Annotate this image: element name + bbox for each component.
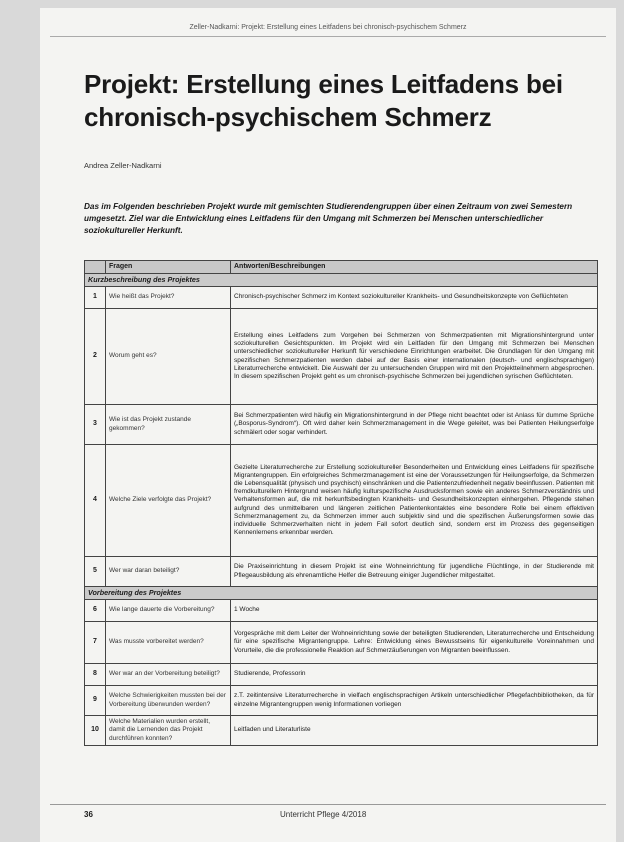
- row-answer: Chronisch-psychischer Schmerz im Kontext soziokultureller Krankheits- und Gesundheitskonzepte von Geflüchteten: [231, 287, 598, 309]
- row-answer: Bei Schmerzpatienten wird häufig ein Migrationshintergrund in der Pflege nicht beachtet oder ist Anlass für dumme Sprüche („Bosporus-Syndrom“). Oft wird daher kein Schmerzmanagement in die Wege geleitet, was bei Patienten Heilungserfolge schmälert oder sogar verhindert.: [231, 405, 598, 445]
- row-question: Wie heißt das Projekt?: [106, 287, 231, 309]
- page-number: 36: [84, 810, 93, 819]
- row-number: 5: [85, 557, 106, 587]
- row-number: 6: [85, 600, 106, 622]
- row-question: Welche Ziele verfolgte das Projekt?: [106, 445, 231, 557]
- row-number: 9: [85, 686, 106, 716]
- table-row: [85, 716, 598, 746]
- row-number: 7: [85, 622, 106, 664]
- section-title: Vorbereitung des Projektes: [85, 587, 598, 600]
- row-question: Welche Materialien wurden erstellt, damit die Lernenden das Projekt durchführen konnten?: [106, 716, 231, 746]
- table-row: [85, 664, 598, 686]
- row-question: Wie ist das Projekt zustande gekommen?: [106, 405, 231, 445]
- table-header-row: [85, 261, 598, 274]
- row-question: Wie lange dauerte die Vorbereitung?: [106, 600, 231, 622]
- journal-name: Unterricht Pflege 4/2018: [280, 810, 367, 819]
- row-question: Wer war an der Vorbereitung beteiligt?: [106, 664, 231, 686]
- header-questions: Fragen: [106, 261, 231, 274]
- section-row: [85, 274, 598, 287]
- running-header: Zeller-Nadkarni: Projekt: Erstellung eines Leitfadens bei chronisch-psychischem Schmerz: [50, 20, 606, 37]
- section-row: [85, 587, 598, 600]
- row-question: Welche Schwierigkeiten mussten bei der Vorbereitung überwunden werden?: [106, 686, 231, 716]
- row-answer: z.T. zeitintensive Literaturrecherche in vielfach englischsprachigen Artikeln unterschiedlicher Pflegefachbibliotheken, da für einzelne Migrantengruppen wenig Informationen vorliegen: [231, 686, 598, 716]
- header-number-cell: [85, 261, 106, 274]
- row-question: Worum geht es?: [106, 309, 231, 405]
- row-answer: Vorgespräche mit dem Leiter der Wohneinrichtung sowie der beteiligten Studierenden, Literaturrecherche und Entscheidung für eine spezifische Migrantengruppe. Lehre: Entwicklung eines Bewusstseins für eigenkulturelle Voreinnahmen und Vorurteile, die die professionelle Reaktion auf Schmerzäußerungen von Migranten beeinflussen.: [231, 622, 598, 664]
- header-answers: Antworten/Beschreibungen: [231, 261, 598, 274]
- row-answer: Die Praxiseinrichtung in diesem Projekt ist eine Wohneinrichtung für jugendliche Flüchtlinge, in der Studierende mit Pflegeausbildung als ehrenamtliche Helfer die Betreuung einiger Jugendlicher mitgestaltet.: [231, 557, 598, 587]
- row-answer: Gezielte Literaturrecherche zur Erstellung soziokultureller Besonderheiten und Entwicklung eines Leitfadens für spezifische Migrantengruppen. Ein erfolgreiches Schmerzmanagement ist eine der Voraussetzungen für Heilungserfolge, da Schmerzen die Lebensqualität (physisch und psychisch) einschränken und die Patientenzufriedenheit negativ beeinflussen. Patienten mit fremdkulturellem Hintergrund weisen häufig kulturspezifische Ausdrucksformen sowie ein anderes Schmerzverständnis und Verhaltensformen auf, die mit herkunftsbedingten Krankheits- und Gesundheitskonzepten einhergehen. Pflegende stehen aufgrund des unmittelbaren und längeren zeitlichen Patientenkontaktes eine besondere Rolle bei einem effektiven Schmerzmanagement zu, da Schmerzen immer auch subjektiv sind und die spezifischen Äußerungsformen sowie das individuelle Schmerzverhalten nicht in jedem Fall sofort deutlich sind, sondern erst im Prozess des gegenseitigen Kennenlernens erkennbar werden.: [231, 445, 598, 557]
- project-table: [84, 260, 598, 746]
- table-row: [85, 405, 598, 445]
- row-number: 8: [85, 664, 106, 686]
- article-title: Projekt: Erstellung eines Leitfadens bei chronisch-psychischem Schmerz: [84, 69, 563, 132]
- row-answer: 1 Woche: [231, 600, 598, 622]
- row-number: 1: [85, 287, 106, 309]
- lead-paragraph: Das im Folgenden beschrieben Projekt wurde mit gemischten Studierendengruppen über einen Zeitraum von zwei Semestern umgesetzt. Ziel war die Entwicklung eines Leitfadens für den Umgang mit Schmerzen bei Menschen unterschiedlicher soziokultureller Herkunft.: [84, 202, 573, 235]
- row-question: Was musste vorbereitet werden?: [106, 622, 231, 664]
- row-number: 4: [85, 445, 106, 557]
- table-row: [85, 600, 598, 622]
- section-title: Kurzbeschreibung des Projektes: [85, 274, 598, 287]
- row-question: Wer war daran beteiligt?: [106, 557, 231, 587]
- row-answer: Erstellung eines Leitfadens zum Vorgehen bei Schmerzen von Schmerzpatienten mit Migrationshintergrund unter soziokulturellen Gesichtspunkten. Im Projekt wird ein Leitfaden für den Umgang mit Schmerzen bei Menschen unterschiedlicher soziokultureller Herkunft für verschiedene Einrichtungen erarbeitet. Die Grundlagen für den Umgang mit spezifischen Schmerzpatienten werden dabei auf der Basis einer internationalen (deutsch- und englischsprachigen) Literaturrecherche entwickelt. Die Auswahl der zu untersuchenden Gruppen wird mit den Projektteilnehmern abgesprochen. In diesem spezifischen Projekt geht es um chronisch-psychische Schmerzen bei jugendlichen syrischen Geflüchteten.: [231, 309, 598, 405]
- row-answer: Studierende, Professorin: [231, 664, 598, 686]
- row-number: 2: [85, 309, 106, 405]
- table-row: [85, 622, 598, 664]
- table-row: [85, 445, 598, 557]
- row-answer: Leitfaden und Literaturliste: [231, 716, 598, 746]
- table-row: [85, 557, 598, 587]
- row-number: 10: [85, 716, 106, 746]
- table-row: [85, 309, 598, 405]
- document-page: [40, 8, 616, 842]
- author-name: Andrea Zeller-Nadkarni: [84, 161, 162, 170]
- footer-divider: [50, 804, 606, 805]
- row-number: 3: [85, 405, 106, 445]
- table-row: [85, 686, 598, 716]
- table-row: [85, 287, 598, 309]
